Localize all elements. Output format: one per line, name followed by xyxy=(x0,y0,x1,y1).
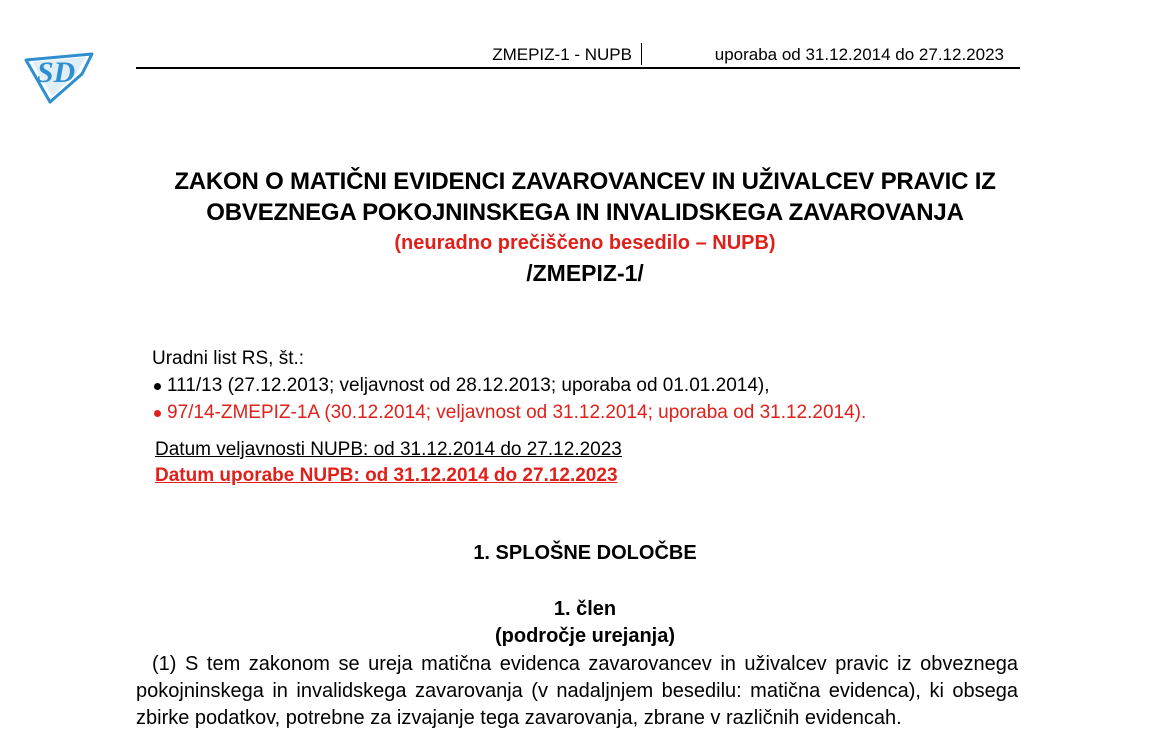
article-paragraph: (1) S tem zakonom se ureja matična evidenca zavarovancev in uživalcev pravic iz obveznega pokojninskega in invalidskega zavarovanja (v nadaljnjem besedilu: matična evidenca), ki obsega zbirke podatkov, potrebne za izvajanje tega zavarovanja, zbrane v različnih evidencah. xyxy=(136,653,1018,729)
gazette-intro: Uradni list RS, št.: xyxy=(152,348,305,369)
header-separator xyxy=(641,43,642,65)
nupb-dates xyxy=(155,437,622,489)
bullet-icon xyxy=(154,383,161,390)
bullet-icon xyxy=(154,410,161,417)
sd-logo-icon xyxy=(22,46,96,104)
header-usage: uporaba od 31.12.2014 do 27.12.2023 xyxy=(714,45,1004,64)
gazette-references xyxy=(152,345,866,426)
gazette-item-text: 97/14-ZMEPIZ-1A (30.12.2014; veljavnost od 31.12.2014; uporaba od 31.12.2014). xyxy=(167,402,867,423)
header-code: ZMEPIZ-1 - NUPB xyxy=(492,45,632,64)
usage-date: Datum uporabe NUPB: od 31.12.2014 do 27.12.2023 xyxy=(155,465,618,486)
page-header xyxy=(136,44,1020,69)
gazette-item xyxy=(152,399,866,426)
gazette-list xyxy=(152,372,866,426)
law-title: ZAKON O MATIČNI EVIDENCI ZAVAROVANCEV IN UŽIVALCEV PRAVIC IZ OBVEZNEGA POKOJNINSKEGA IN INVALIDSKEGA ZAVAROVANJA xyxy=(174,168,996,226)
validity-date: Datum veljavnosti NUPB: od 31.12.2014 do 27.12.2023 xyxy=(155,439,622,460)
document-title xyxy=(136,166,1034,288)
gazette-item-text: 111/13 (27.12.2013; veljavnost od 28.12.2013; uporaba od 01.01.2014), xyxy=(167,375,770,396)
article-heading xyxy=(136,596,1034,650)
gazette-item xyxy=(152,372,866,399)
article-number: 1. člen xyxy=(553,598,617,620)
article-title: (področje urejanja) xyxy=(494,625,676,647)
section-heading: 1. SPLOŠNE DOLOČBE xyxy=(473,542,697,564)
law-subtitle: (neuradno prečiščeno besedilo – NUPB) xyxy=(394,232,776,254)
logo-lettering: SD xyxy=(36,56,76,89)
law-abbreviation: /ZMEPIZ-1/ xyxy=(526,260,644,286)
